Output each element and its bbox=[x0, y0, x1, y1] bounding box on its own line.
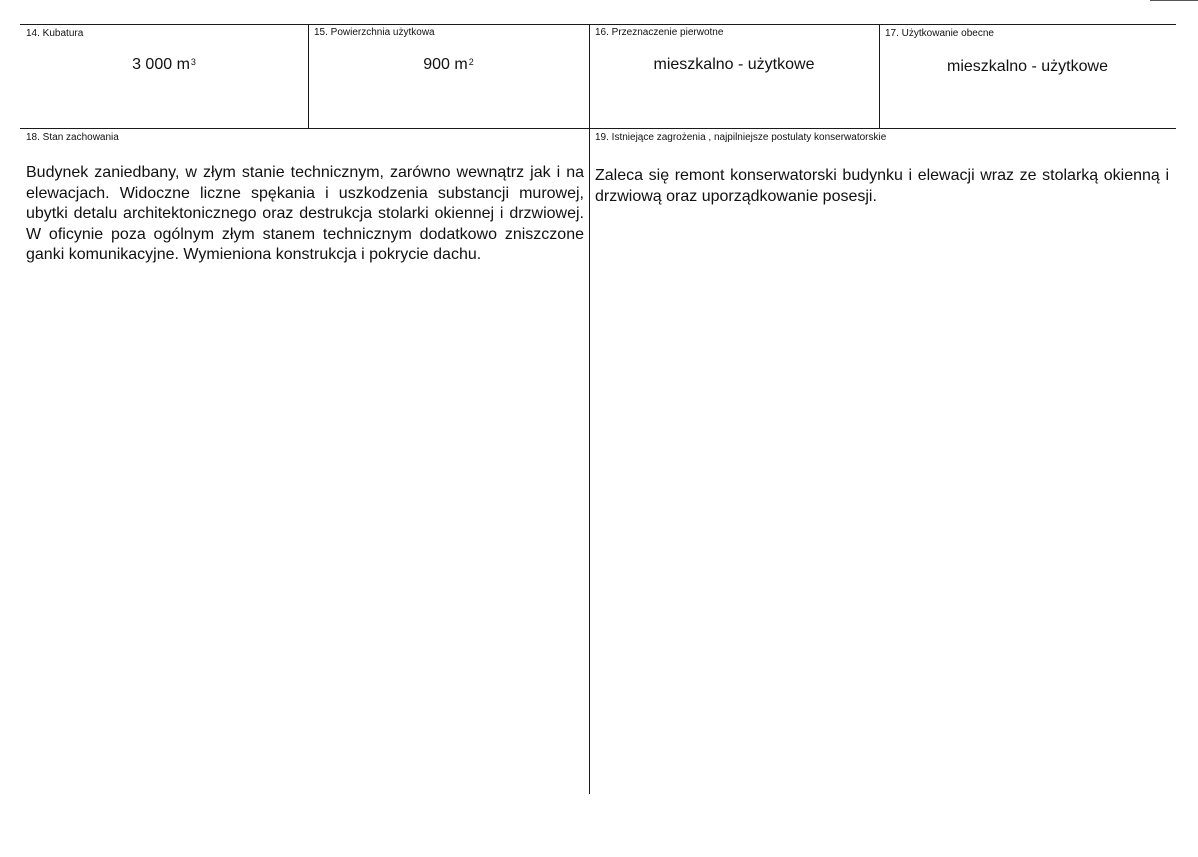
zagrozenia-text: Zaleca się remont konserwatorski budynku i elewacji wraz ze stolarką okienną i drzwiową oraz uporządkowanie posesji. bbox=[595, 167, 1169, 205]
uzytkowanie-label: 17. Użytkowanie obecne bbox=[885, 28, 994, 39]
powierzchnia-value bbox=[308, 55, 589, 75]
przeznaczenie-value: mieszkalno - użytkowe bbox=[653, 56, 815, 73]
column-divider-2 bbox=[589, 24, 590, 794]
top-border-line bbox=[20, 24, 1176, 25]
row-separator-line bbox=[20, 128, 1176, 129]
column-divider-1 bbox=[308, 24, 309, 128]
uzytkowanie-value: mieszkalno - użytkowe bbox=[947, 58, 1108, 75]
stan-zachowania-label: 18. Stan zachowania bbox=[26, 132, 119, 143]
kubatura-value bbox=[20, 55, 308, 75]
zagrozenia-label: 19. Istniejące zagrożenia , najpilniejsze postulaty konserwatorskie bbox=[595, 132, 887, 143]
scan-edge-mark bbox=[1150, 0, 1198, 1]
powierzchnia-exponent: 2 bbox=[468, 57, 474, 67]
powierzchnia-number: 900 m bbox=[423, 56, 468, 73]
przeznaczenie-label: 16. Przeznaczenie pierwotne bbox=[595, 27, 724, 38]
kubatura-number: 3 000 m bbox=[132, 56, 190, 73]
kubatura-label: 14. Kubatura bbox=[26, 28, 84, 39]
kubatura-exponent: 3 bbox=[190, 57, 196, 67]
stan-zachowania-text: Budynek zaniedbany, w złym stanie technicznym, zarówno wewnątrz jak i na elewacjach. Widoczne liczne spękania i uszkodzenia substancji murowej, ubytki detalu architektonicznego oraz destrukcja stolarki okiennej i drzwiowej. W oficynie poza ogólnym złym stanem technicznym dodatkowo zniszczone ganki komunikacyjne. Wymieniona konstrukcja i pokrycie dachu. bbox=[26, 164, 584, 263]
powierzchnia-label: 15. Powierzchnia użytkowa bbox=[314, 27, 435, 38]
